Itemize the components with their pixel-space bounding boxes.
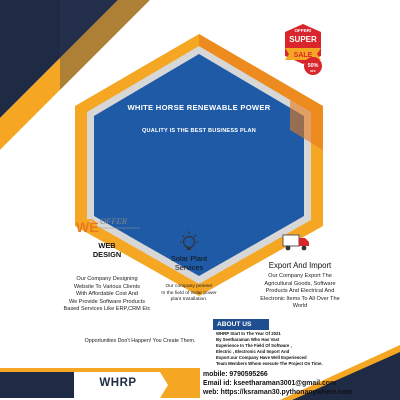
export-desc-line: Products And Electrical And [265,288,335,295]
tagline: Opportunities Don't Happen! You Create Them. [84,338,196,344]
solar-desc-line: In the field of Solar power [161,290,217,296]
web-desc-line: Website To Various Clients [73,283,141,290]
about-line: Electric , Electronic And Import And [216,348,290,354]
hero-block [100,103,298,134]
lightbulb-icon [177,230,201,254]
email-address[interactable]: Email id: kseetharaman3001@gmail.com [203,379,337,387]
logo-offer-text: OFFER [100,216,127,226]
web-title-line1: WEB [98,241,116,250]
we-offer-logo [72,212,142,240]
badge-percent-text: 50% [307,63,319,69]
solar-title [150,255,228,272]
mobile-number[interactable]: mobile: 9790595266 [203,371,268,378]
about-line: Team Members Whom execute The Project On Time. [216,360,323,366]
hero-title: WHITE HORSE RENEWABLE POWER [127,103,271,112]
about-line: WHRP Start In The Year Of 2021 [216,331,281,336]
export-desc-line: Our Company Export The [268,273,332,279]
solar-desc-line: plant Installation. [170,297,208,303]
about-text [216,331,366,367]
about-line: By Seetharaman Who Has Vast [216,336,280,342]
about-line: Export.our Company Have Well Experienced [216,354,307,360]
solar-description [150,284,228,304]
export-desc-line: Agricultural Goods, Software [264,280,336,287]
footer-navy-block [0,372,74,398]
web-desc-line: We Provide Software Products [68,298,146,305]
badge-offer-text: OFFER! [294,28,312,33]
solar-title-line2: Services [174,262,204,272]
solar-title-line1: Solar Plant [170,254,208,263]
web-desc-line: With Affordable Cost And [75,291,139,298]
logo-we-text: WE [76,219,99,235]
solar-desc-line: Our company pioneer [165,284,213,289]
brand-logo: WHRP [78,373,158,393]
web-title-line2: DESIGN [92,249,122,259]
export-desc-line: Electronic Items To All Over The [260,295,340,302]
web-desc-line: Our Company Designing [76,276,138,282]
about-heading: ABOUT US [213,319,269,330]
about-line: Experience In The Field Of Software , [216,342,292,348]
badge-sale-text: SALE [293,52,313,59]
web-desc-line: Based Services Like ERP,CRM Etc [63,306,151,313]
hero-subtitle: QUALITY IS THE BEST BUSINESS PLAN [141,128,257,134]
truck-icon [282,232,310,252]
badge-super-text: SUPER [289,35,317,44]
website-url[interactable]: web: https://ksraman30.pythonanywhere.com [203,388,353,396]
export-title: Export And Import [268,261,332,270]
contact-block [203,371,393,398]
export-description [240,273,360,311]
badge-off-text: OFF [310,69,316,73]
export-desc-line: World [292,303,308,310]
super-sale-badge [281,22,325,82]
